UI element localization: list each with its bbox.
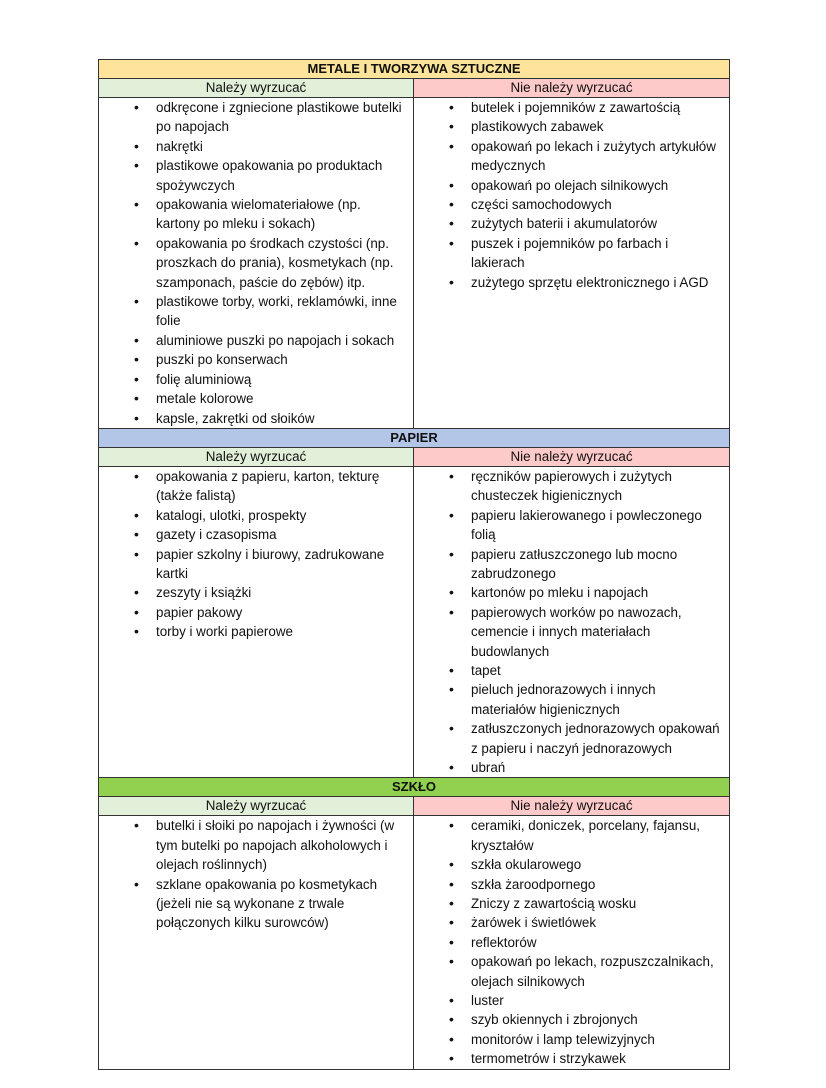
list-item: • puszki po konserwach [99,350,411,369]
list-item: • opakowań po olejach silnikowych [414,176,729,195]
section-glass-subheader-row [99,797,730,816]
list-item: • luster [414,991,729,1010]
list-item: • torby i worki papierowe [99,622,411,641]
list-item: • ręczników papierowych i zużytych chusteczek higienicznych [414,467,729,506]
allowed-header: Należy wyrzucać [99,447,414,466]
list-item: • ceramiki, doniczek, porcelany, fajansu, kryształów [414,816,729,855]
section-paper-header-row [99,428,730,447]
allowed-list-cell [99,466,414,778]
list-item: • zeszyty i książki [99,583,411,602]
list-item: • monitorów i lamp telewizyjnych [414,1030,729,1049]
not-allowed-list [414,467,729,778]
section-metals-header-row [99,60,730,79]
list-item: • opakowania wielomateriałowe (np. kartony po mleku i sokach) [99,195,411,234]
list-item: • szkła żaroodpornego [414,875,729,894]
list-item: • odkręcone i zgniecione plastikowe butelki po napojach [99,98,411,137]
list-item: • szklane opakowania po kosmetykach (jeżeli nie są wykonane z trwale połączonych kilku surowców) [99,875,411,933]
not-allowed-list-cell [414,816,730,1069]
document-page [98,59,729,1070]
section-glass-header-row [99,778,730,797]
not-allowed-list [414,816,729,1068]
list-item: • pieluch jednorazowych i innych materiałów higienicznych [414,680,729,719]
list-item: • opakowań po lekach, rozpuszczalnikach, olejach silnikowych [414,952,729,991]
not-allowed-header: Nie należy wyrzucać [414,79,730,98]
allowed-list [99,816,413,932]
list-item: • plastikowych zabawek [414,117,729,136]
not-allowed-list [414,98,729,292]
section-metals-subheader-row [99,79,730,98]
section-metals-lists-row [99,98,730,429]
list-item: • gazety i czasopisma [99,525,411,544]
list-item: • części samochodowych [414,195,729,214]
not-allowed-list-cell [414,466,730,778]
not-allowed-header: Nie należy wyrzucać [414,797,730,816]
section-title-metals: METALE I TWORZYWA SZTUCZNE [99,60,730,79]
list-item: • zużytego sprzętu elektronicznego i AGD [414,273,729,292]
list-item: • kartonów po mleku i napojach [414,583,729,602]
list-item: • żarówek i świetlówek [414,913,729,932]
list-item: • nakrętki [99,137,411,156]
section-title-paper: PAPIER [99,428,730,447]
list-item: • termometrów i strzykawek [414,1049,729,1068]
list-item: • papierowych worków po nawozach, cemencie i innych materiałach budowlanych [414,603,729,661]
list-item: • reflektorów [414,933,729,952]
list-item: • zatłuszczonych jednorazowych opakowań z papieru i naczyń jednorazowych [414,719,729,758]
section-paper-subheader-row [99,447,730,466]
allowed-header: Należy wyrzucać [99,797,414,816]
list-item: • puszek i pojemników po farbach i lakierach [414,234,729,273]
list-item: • butelek i pojemników z zawartością [414,98,729,117]
list-item: • butelki i słoiki po napojach i żywności (w tym butelki po napojach alkoholowych i olejach roślinnych) [99,816,411,874]
list-item: • papier pakowy [99,603,411,622]
list-item: • ubrań [414,758,729,777]
list-item: • zużytych baterii i akumulatorów [414,214,729,233]
not-allowed-header: Nie należy wyrzucać [414,447,730,466]
section-glass-lists-row [99,816,730,1069]
list-item: • opakowania po środkach czystości (np. proszkach do prania), kosmetykach (np. szamponach, paście do zębów) itp. [99,234,411,292]
list-item: • katalogi, ulotki, prospekty [99,506,411,525]
section-paper-lists-row [99,466,730,778]
list-item: • plastikowe torby, worki, reklamówki, inne folie [99,292,411,331]
waste-sorting-table [98,59,730,1070]
list-item: • aluminiowe puszki po napojach i sokach [99,331,411,350]
list-item: • szkła okularowego [414,855,729,874]
list-item: • folię aluminiową [99,370,411,389]
list-item: • szyb okiennych i zbrojonych [414,1010,729,1029]
list-item: • papieru lakierowanego i powleczonego folią [414,506,729,545]
list-item: • Zniczy z zawartością wosku [414,894,729,913]
list-item: • tapet [414,661,729,680]
not-allowed-list-cell [414,98,730,429]
list-item: • opakowania z papieru, karton, tekturę (także falistą) [99,467,411,506]
allowed-list-cell [99,98,414,429]
list-item: • plastikowe opakowania po produktach spożywczych [99,156,411,195]
list-item: • papier szkolny i biurowy, zadrukowane kartki [99,545,411,584]
list-item: • opakowań po lekach i zużytych artykułów medycznych [414,137,729,176]
list-item: • metale kolorowe [99,389,411,408]
list-item: • papieru zatłuszczonego lub mocno zabrudzonego [414,545,729,584]
allowed-list [99,98,413,428]
section-title-glass: SZKŁO [99,778,730,797]
allowed-list-cell [99,816,414,1069]
allowed-list [99,467,413,642]
allowed-header: Należy wyrzucać [99,79,414,98]
list-item: • kapsle, zakrętki od słoików [99,409,411,428]
